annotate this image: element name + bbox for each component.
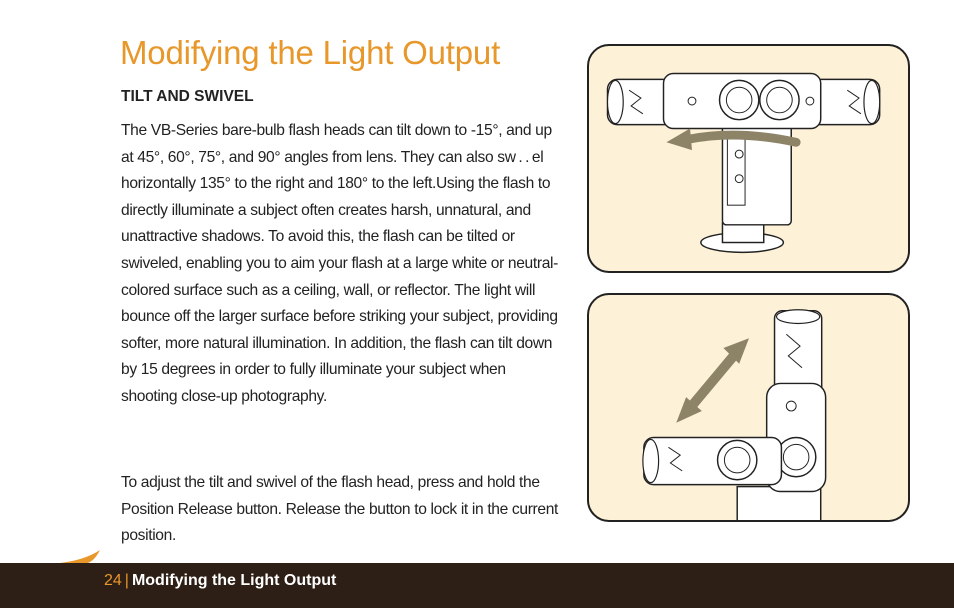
page-title: Modifying the Light Output xyxy=(120,34,501,71)
flash-tilt-illustration xyxy=(587,293,910,522)
body-paragraph-1: The VB-Series bare-bulb flash heads can tilt down to -15°, and up at 45°, 60°, 75°, and 90° angles from lens. They can also sw . . el horizontally 135° to the right and 180° to the left.Using the flash to directly illuminate a subject often creates harsh, unnatural, and unattractive shadows. To avoid this, the flash can be tilted or swiveled, enabling you to aim your flash at a large white or neutral-colored surface such as a ceiling, wall, or reflector. The light will bounce off the larger surface before striking your subject, providing softer, more natural illumination. In addition, the flash can tilt down by 15 degrees in order to fully illuminate your subject when shooting close-up photography. xyxy=(121,122,558,405)
section-subheading: TILT AND SWIVEL xyxy=(121,88,254,105)
footer-separator: | xyxy=(124,572,129,589)
flash-tilt-drawing xyxy=(589,295,908,520)
footer-label xyxy=(104,572,336,590)
flash-swivel-drawing xyxy=(589,46,908,271)
page-number: 24 xyxy=(104,572,122,589)
footer-section-title: Modifying the Light Output xyxy=(131,572,337,589)
body-paragraph-2: To adjust the tilt and swivel of the flash head, press and hold the Position Release button. Release the button to lock it in the current position. xyxy=(121,474,559,545)
flash-swivel-illustration xyxy=(587,44,910,273)
